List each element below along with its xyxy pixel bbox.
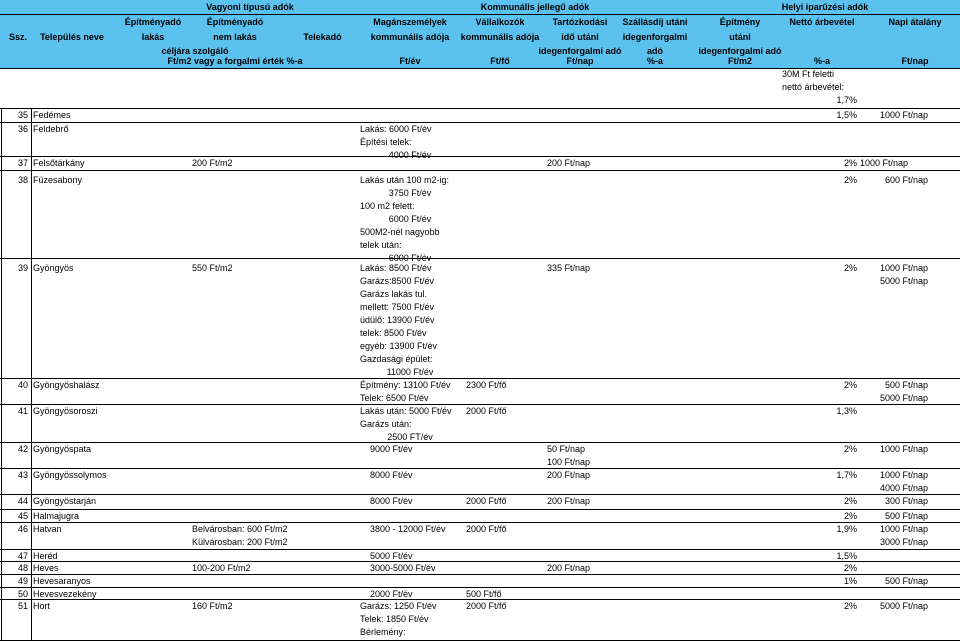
- cell-value: nettó árbevétel:: [782, 82, 845, 92]
- header-kommunalis: Kommunális jellegű adók: [480, 2, 590, 12]
- cell-value: 160 Ft/m2: [192, 601, 233, 611]
- cell-value: 500 Ft/fő: [466, 589, 502, 599]
- cell-value: 1000 Ft/nap: [860, 158, 909, 168]
- cell-value: 5000 Ft/nap: [879, 276, 928, 286]
- header-unit-ftnap-2: Ft/nap: [901, 56, 929, 66]
- cell-value: 600 Ft/nap: [884, 175, 928, 185]
- header-telepules-neve: Település neve: [40, 32, 104, 42]
- cell-value: 11000 Ft/év: [386, 367, 434, 377]
- cell-value: Lakás: 6000 Ft/év: [360, 124, 432, 134]
- cell-value: 2%: [843, 444, 857, 454]
- header-vallalkozok: Vállalkozók: [475, 17, 525, 27]
- header-nem-lakas: nem lakás: [213, 32, 257, 42]
- cell-value: 50 Ft/nap: [547, 444, 586, 454]
- cell-value: 500M2-nél nagyobb: [360, 227, 440, 237]
- row-number: 47: [17, 551, 28, 561]
- cell-value: Lakás után 100 m2-ig:: [360, 175, 450, 185]
- header-unit-ftev: Ft/év: [399, 56, 421, 66]
- header-epitmenyado-lakas: Építményadó: [124, 17, 182, 27]
- cell-value: 1,7%: [836, 95, 857, 105]
- cell-value: 2%: [843, 601, 857, 611]
- settlement-name: Füzesabony: [33, 175, 83, 185]
- cell-value: egyéb: 13900 Ft/év: [360, 341, 438, 351]
- cell-value: 3000 Ft/nap: [879, 537, 928, 547]
- row-number: 40: [17, 380, 28, 390]
- cell-value: 100 Ft/nap: [547, 457, 591, 467]
- settlement-name: Gyöngyössolymos: [33, 470, 107, 480]
- header-idegenforgalmi: idegenforgalmi: [622, 32, 688, 42]
- settlement-name: Hatvan: [33, 524, 62, 534]
- cell-value: 2%: [843, 563, 857, 573]
- row-number: 44: [17, 496, 28, 506]
- cell-value: Lakás után: 5000 Ft/év: [360, 406, 452, 416]
- settlement-name: Hevesvezekény: [33, 589, 97, 599]
- cell-value: 5000 Ft/nap: [879, 393, 928, 403]
- cell-value: 300 Ft/nap: [884, 496, 928, 506]
- header-utani: utáni: [729, 32, 751, 42]
- settlement-name: Heréd: [33, 551, 58, 561]
- cell-value: 1000 Ft/nap: [879, 524, 928, 534]
- cell-value: Telek: 1850 Ft/év: [360, 614, 429, 624]
- settlement-name: Feldebrő: [33, 124, 69, 134]
- header-kommunalis-adoja-1: kommunális adója: [370, 32, 450, 42]
- header-lakas: lakás: [141, 32, 165, 42]
- cell-value: 8000 Ft/év: [370, 496, 413, 506]
- cell-value: 2300 Ft/fő: [466, 380, 507, 390]
- cell-value: Bérlemény:: [360, 627, 406, 637]
- row-divider: [0, 170, 960, 171]
- settlement-name: Heves: [33, 563, 59, 573]
- cell-value: 2500 FT/év: [387, 432, 433, 442]
- cell-value: 4000 Ft/nap: [879, 483, 928, 493]
- header-idegenforgalmi-ado-2: idegenforgalmi adó: [698, 46, 782, 56]
- cell-value: 2%: [843, 380, 857, 390]
- header-ssz: Ssz.: [8, 32, 27, 42]
- row-number: 36: [17, 124, 28, 134]
- cell-value: 500 Ft/nap: [884, 576, 928, 586]
- cell-value: 2000 Ft/fő: [466, 524, 507, 534]
- row-number: 42: [17, 444, 28, 454]
- header-unit-pct: %-a: [646, 56, 663, 66]
- row-number: 37: [17, 158, 28, 168]
- header-unit-ftnap: Ft/nap: [566, 56, 594, 66]
- header-telekado: Telekadó: [303, 32, 342, 42]
- cell-value: 200 Ft/m2: [192, 158, 233, 168]
- header-vagyoni: Vagyoni típusú adók: [206, 2, 294, 12]
- cell-value: 3800 - 12000 Ft/év: [370, 524, 446, 534]
- header-unit-ftm2: Ft/m2 vagy a forgalmi érték %-a: [167, 56, 303, 66]
- cell-value: 500 Ft/nap: [884, 511, 928, 521]
- cell-value: üdülő: 13900 Ft/év: [360, 315, 435, 325]
- cell-value: 2%: [843, 496, 857, 506]
- cell-value: 1000 Ft/nap: [879, 263, 928, 273]
- header-epitmenyado-nem-lakas: Építményadó: [206, 17, 264, 27]
- settlement-name: Felsőtárkány: [33, 158, 85, 168]
- cell-value: 5000 Ft/év: [370, 551, 413, 561]
- settlement-name: Halmajugra: [33, 511, 80, 521]
- cell-value: Belvárosban: 600 Ft/m2: [192, 524, 288, 534]
- cell-value: Telek: 6500 Ft/év: [360, 393, 429, 403]
- cell-value: Garázs:8500 Ft/év: [360, 276, 435, 286]
- row-number: 45: [17, 511, 28, 521]
- cell-value: 8000 Ft/év: [370, 470, 413, 480]
- header-kommunalis-adoja-2: kommunális adója: [460, 32, 540, 42]
- cell-value: 3000-5000 Ft/év: [370, 563, 436, 573]
- cell-value: 200 Ft/nap: [547, 496, 591, 506]
- cell-value: 9000 Ft/év: [370, 444, 413, 454]
- header-netto-arbevetel: Nettó árbevétel: [789, 17, 855, 27]
- cell-value: 1,3%: [836, 406, 857, 416]
- cell-value: 1,5%: [836, 110, 857, 120]
- row-number: 46: [17, 524, 28, 534]
- cell-value: 2%: [843, 175, 857, 185]
- cell-value: 1000 Ft/nap: [879, 110, 928, 120]
- cell-value: Építési telek:: [360, 137, 412, 147]
- row-number: 50: [17, 589, 28, 599]
- cell-value: Külvárosban: 200 Ft/m2: [192, 537, 288, 547]
- header-epitmeny: Építmény: [719, 17, 761, 27]
- cell-value: 2000 Ft/fő: [466, 496, 507, 506]
- column-divider: [1, 109, 2, 640]
- cell-value: 200 Ft/nap: [547, 158, 591, 168]
- row-number: 49: [17, 576, 28, 586]
- cell-value: 6000 Ft/év: [388, 253, 432, 263]
- cell-value: Lakás: 8500 Ft/év: [360, 263, 432, 273]
- settlement-name: Gyöngyöstarján: [33, 496, 97, 506]
- cell-value: 2%: [843, 158, 857, 168]
- row-number: 38: [17, 175, 28, 185]
- cell-value: 2%: [843, 263, 857, 273]
- cell-value: telek: 8500 Ft/év: [360, 328, 427, 338]
- cell-value: 200 Ft/nap: [547, 470, 591, 480]
- header-ado: adó: [646, 46, 663, 56]
- row-divider: [0, 258, 960, 259]
- header-napi-atalany: Napi átalány: [888, 17, 942, 27]
- header-idegenforgalmi-ado-1: idegenforgalmi adó: [538, 46, 622, 56]
- row-number: 48: [17, 563, 28, 573]
- header-unit-pct-2: %-a: [813, 56, 830, 66]
- header-helyi-iparuzesi: Helyi iparűzési adók: [781, 2, 869, 12]
- cell-value: 500 Ft/nap: [884, 380, 928, 390]
- cell-value: 5000 Ft/nap: [879, 601, 928, 611]
- cell-value: telek után:: [360, 240, 402, 250]
- header-tartozkodasi: Tartózkodási: [552, 17, 608, 27]
- header-celjara-szolgalo: céljára szolgáló: [161, 46, 229, 56]
- column-divider: [31, 109, 32, 640]
- cell-value: 2000 Ft/év: [370, 589, 413, 599]
- cell-value: Garázs után:: [360, 419, 412, 429]
- cell-value: 1,5%: [836, 551, 857, 561]
- settlement-name: Fedémes: [33, 110, 71, 120]
- row-number: 41: [17, 406, 28, 416]
- settlement-name: Hort: [33, 601, 51, 611]
- cell-value: 1%: [843, 576, 857, 586]
- row-number: 35: [17, 110, 28, 120]
- header-unit-ftfo: Ft/fő: [490, 56, 510, 66]
- cell-value: 6000 Ft/év: [388, 214, 432, 224]
- cell-value: Építmény: 13100 Ft/év: [360, 380, 451, 390]
- row-number: 43: [17, 470, 28, 480]
- cell-value: 100-200 Ft/m2: [192, 563, 251, 573]
- cell-value: 1000 Ft/nap: [879, 444, 928, 454]
- settlement-name: Gyöngyösoroszi: [33, 406, 98, 416]
- settlement-name: Hevesaranyos: [33, 576, 91, 586]
- cell-value: 1000 Ft/nap: [879, 470, 928, 480]
- cell-value: 1,7%: [836, 470, 857, 480]
- header-unit-ftm2-b: Ft/m2: [727, 56, 752, 66]
- cell-value: Gazdasági épület:: [360, 354, 433, 364]
- cell-value: 30M Ft feletti: [782, 69, 835, 79]
- cell-value: 4000 Ft/év: [388, 150, 432, 160]
- cell-value: 2%: [843, 511, 857, 521]
- cell-value: 2000 Ft/fő: [466, 601, 507, 611]
- cell-value: 550 Ft/m2: [192, 263, 233, 273]
- cell-value: 3750 Ft/év: [388, 188, 432, 198]
- settlement-name: Gyöngyöshalász: [33, 380, 100, 390]
- cell-value: Garázs lakás tul.: [360, 289, 428, 299]
- cell-value: Garázs: 1250 Ft/év: [360, 601, 437, 611]
- cell-value: mellett: 7500 Ft/év: [360, 302, 435, 312]
- cell-value: 200 Ft/nap: [547, 563, 591, 573]
- cell-value: 100 m2 felett:: [360, 201, 415, 211]
- cell-value: 1,9%: [836, 524, 857, 534]
- header-maganszemelyek: Magánszemélyek: [373, 17, 447, 27]
- settlement-name: Gyöngyöspata: [33, 444, 92, 454]
- row-number: 51: [17, 601, 28, 611]
- settlement-name: Gyöngyös: [33, 263, 74, 273]
- row-number: 39: [17, 263, 28, 273]
- cell-value: 335 Ft/nap: [547, 263, 591, 273]
- header-ido-utani: idő utáni: [561, 32, 599, 42]
- header-szallasdij: Szállásdíj utáni: [622, 17, 688, 27]
- cell-value: 2000 Ft/fő: [466, 406, 507, 416]
